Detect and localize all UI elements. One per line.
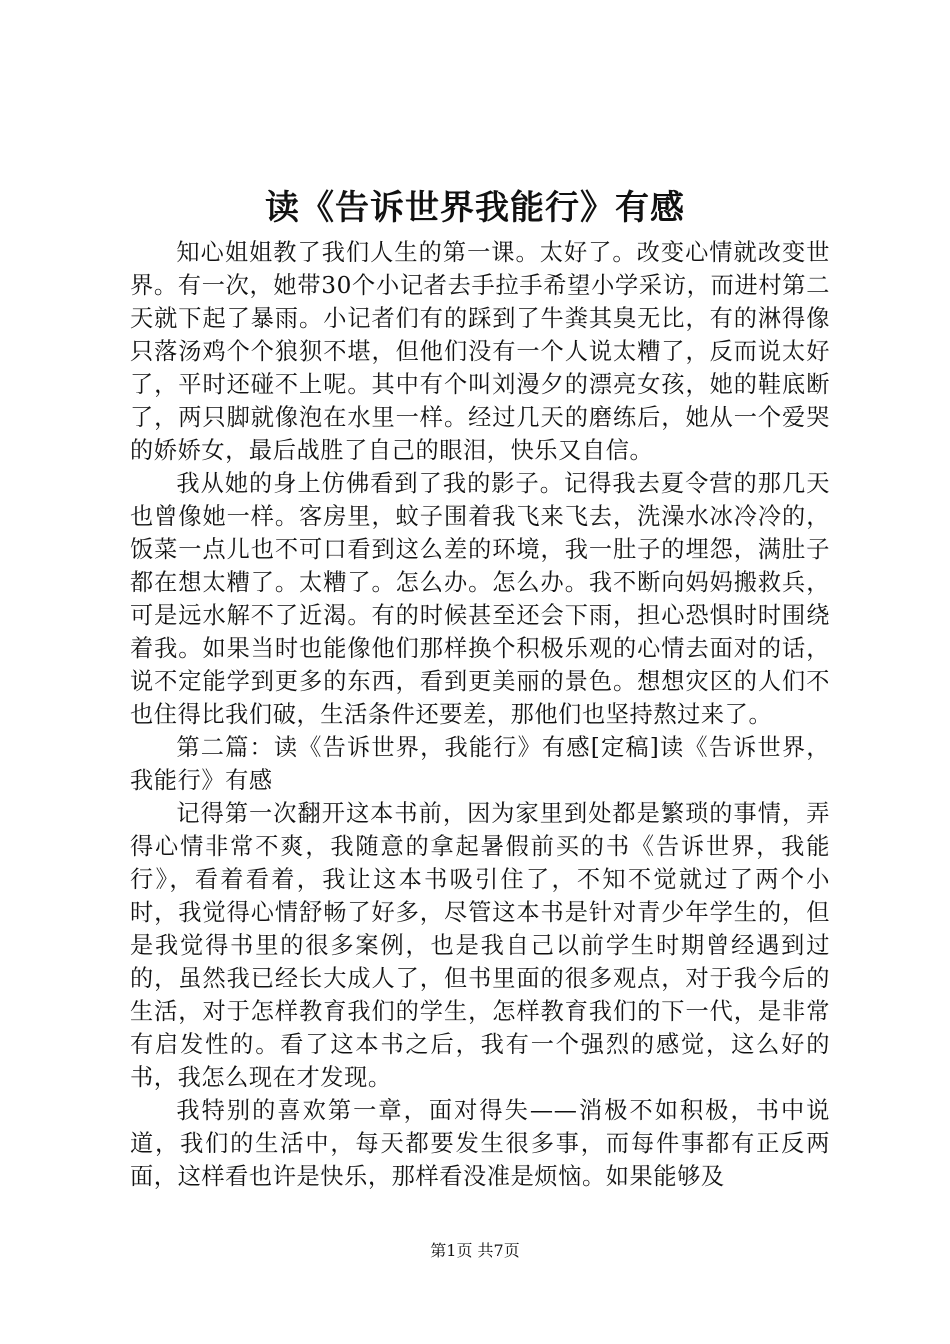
- paragraph-1: 知心姐姐教了我们人生的第一课。太好了。改变心情就改变世界。有一次，她带30个小记者去手拉手希望小学采访，而进村第二天就下起了暴雨。小记者们有的踩到了牛粪其臭无比，有的淋得像只落汤鸡个个狼狈不堪，但他们没有一个人说太糟了，反而说太好了，平时还碰不上呢。其中有个叫刘漫夕的漂亮女孩，她的鞋底断了，两只脚就像泡在水里一样。经过几天的磨练后，她从一个爱哭的娇娇女，最后战胜了自己的眼泪，快乐又自信。: [130, 239, 830, 464]
- document-body: [130, 236, 830, 1193]
- document-title: 读《告诉世界我能行》有感: [265, 188, 685, 228]
- paragraph-3: 第二篇：读《告诉世界，我能行》有感[定稿]读《告诉世界，我能行》有感: [130, 734, 830, 794]
- page-number-footer: 第1页 共7页: [430, 1241, 520, 1260]
- paragraph-2: 我从她的身上仿佛看到了我的影子。记得我去夏令营的那几天也曾像她一样。客房里，蚊子围着我飞来飞去，洗澡水冰冷冷的，饭菜一点儿也不可口看到这么差的环境，我一肚子的埋怨，满肚子都在想太糟了。太糟了。怎么办。怎么办。我不断向妈妈搬救兵，可是远水解不了近渴。有的时候甚至还会下雨，担心恐惧时时围绕着我。如果当时也能像他们那样换个积极乐观的心情去面对的话，说不定能学到更多的东西，看到更美丽的景色。想想灾区的人们不也住得比我们破，生活条件还要差，那他们也坚持熬过来了。: [130, 470, 830, 728]
- paragraph-5: 我特别的喜欢第一章，面对得失——消极不如积极，书中说道，我们的生活中，每天都要发生很多事，而每件事都有正反两面，这样看也许是快乐，那样看没准是烦恼。如果能够及: [130, 1097, 830, 1190]
- paragraph-4: 记得第一次翻开这本书前，因为家里到处都是繁琐的事情，弄得心情非常不爽，我随意的拿起暑假前买的书《告诉世界，我能行》，看着看着，我让这本书吸引住了，不知不觉就过了两个小时，我觉得心情舒畅了好多，尽管这本书是针对青少年学生的，但是我觉得书里的很多案例，也是我自己以前学生时期曾经遇到过的，虽然我已经长大成人了，但书里面的很多观点，对于我今后的生活，对于怎样教育我们的学生，怎样教育我们的下一代，是非常有启发性的。看了这本书之后，我有一个强烈的感觉，这么好的书，我怎么现在才发现。: [130, 800, 830, 1091]
